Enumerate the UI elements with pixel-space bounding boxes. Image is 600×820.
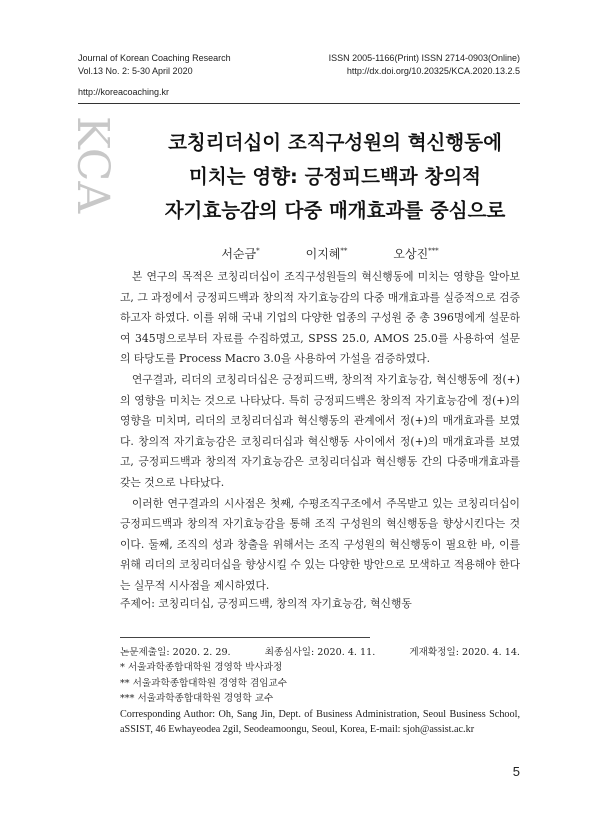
- header-divider: [78, 103, 520, 104]
- journal-header-right: [329, 52, 520, 78]
- author: 이지혜**: [305, 247, 348, 261]
- author-list: [150, 245, 510, 262]
- author: 서순금*: [221, 247, 260, 261]
- footnotes: [120, 645, 520, 737]
- abstract-paragraph: 이러한 연구결과의 시사점은 첫째, 수평조직구조에서 주목받고 있는 코칭리더십이 긍정피드백과 창의적 자기효능감을 통해 조직 구성원의 혁신행동을 향상시킨다는 것이다. 둘째, 조직의 성과 창출을 위해서는 조직 구성원의 혁신행동이 필요한 바, 이를 위해 리더의 코칭리더십을 향상시킬 수 있는 다양한 방안으로 모색하고 적용해야 한다는 실무적 시사점을 제시하였다.: [120, 496, 520, 592]
- kca-logo-text: KCA: [67, 116, 118, 214]
- submission-dates: [120, 645, 520, 660]
- author: 오상진***: [393, 247, 439, 261]
- journal-url[interactable]: http://koreacoaching.kr: [78, 87, 170, 97]
- author-affiliation: * 서울과학종합대학원 경영학 박사과정: [120, 662, 283, 674]
- received-date: 논문제출일: 2020. 2. 29.: [120, 647, 231, 658]
- paper-title: [120, 126, 550, 228]
- accepted-date: 게재확정일: 2020. 4. 14.: [409, 647, 520, 658]
- author-affiliation: *** 서울과학종합대학원 경영학 교수: [120, 693, 274, 705]
- doi-link[interactable]: http://dx.doi.org/10.20325/KCA.2020.13.2.5: [346, 66, 520, 76]
- footnote-divider: [120, 637, 370, 638]
- title-line-2: 미치는 영향: 긍정피드백과 창의적: [189, 165, 481, 188]
- abstract-paragraph: 연구결과, 리더의 코칭리더십은 긍정피드백, 창의적 자기효능감, 혁신행동에 정(+)의 영향을 미치는 것으로 나타났다. 특히 긍정피드백은 창의적 자기효능감에 정(+)의 영향을 미치며, 리더의 코칭리더십과 혁신행동의 관계에서 정(+)의 매개효과를 보였다. 창의적 자기효능감은 코칭리더십과 혁신행동 사이에서 정(+)의 매개효과를 보였고, 긍정피드백과 창의적 자기효능감은 코칭리더십과 혁신행동 간의 다중매개효과를 갖는 것으로 나타났다.: [120, 372, 520, 489]
- keywords: 주제어: 코칭리더십, 긍정피드백, 창의적 자기효능감, 혁신행동: [120, 597, 412, 610]
- title-line-1: 코칭리더십이 조직구성원의 혁신행동에: [168, 131, 502, 154]
- volume-info: Vol.13 No. 2: 5-30 April 2020: [78, 66, 193, 76]
- reviewed-date: 최종심사일: 2020. 4. 11.: [264, 647, 376, 658]
- kca-logo: [62, 110, 122, 240]
- title-line-3: 자기효능감의 다중 매개효과를 중심으로: [164, 199, 506, 222]
- journal-name: Journal of Korean Coaching Research: [78, 53, 231, 63]
- issn-info: ISSN 2005-1166(Print) ISSN 2714-0903(Online): [328, 53, 520, 63]
- corresponding-author: Corresponding Author: Oh, Sang Jin, Dept. of Business Administration, Seoul Business School, aSSIST, 46 Ewhayeodea 2gil, Seodeamoongu, Seoul, Korea, E-mail: sjoh@assist.ac.kr: [120, 708, 520, 736]
- abstract: [120, 267, 520, 597]
- page-number: 5: [512, 764, 520, 779]
- abstract-paragraph: 본 연구의 목적은 코칭리더십이 조직구성원들의 혁신행동에 미치는 영향을 알아보고, 그 과정에서 긍정피드백과 창의적 자기효능감의 다중 매개효과를 실증적으로 검증하고자 하였다. 이를 위해 국내 기업의 다양한 업종의 구성원 중 총 396명에게 설문하여 345명으로부터 자료를 수집하였고, SPSS 25.0, AMOS 25.0를 사용하여 설문의 타당도를 Process Macro 3.0을 사용하여 가설을 검증하였다.: [120, 270, 520, 366]
- author-affiliation: ** 서울과학종합대학원 경영학 겸임교수: [120, 677, 288, 689]
- journal-header-left: [78, 52, 231, 78]
